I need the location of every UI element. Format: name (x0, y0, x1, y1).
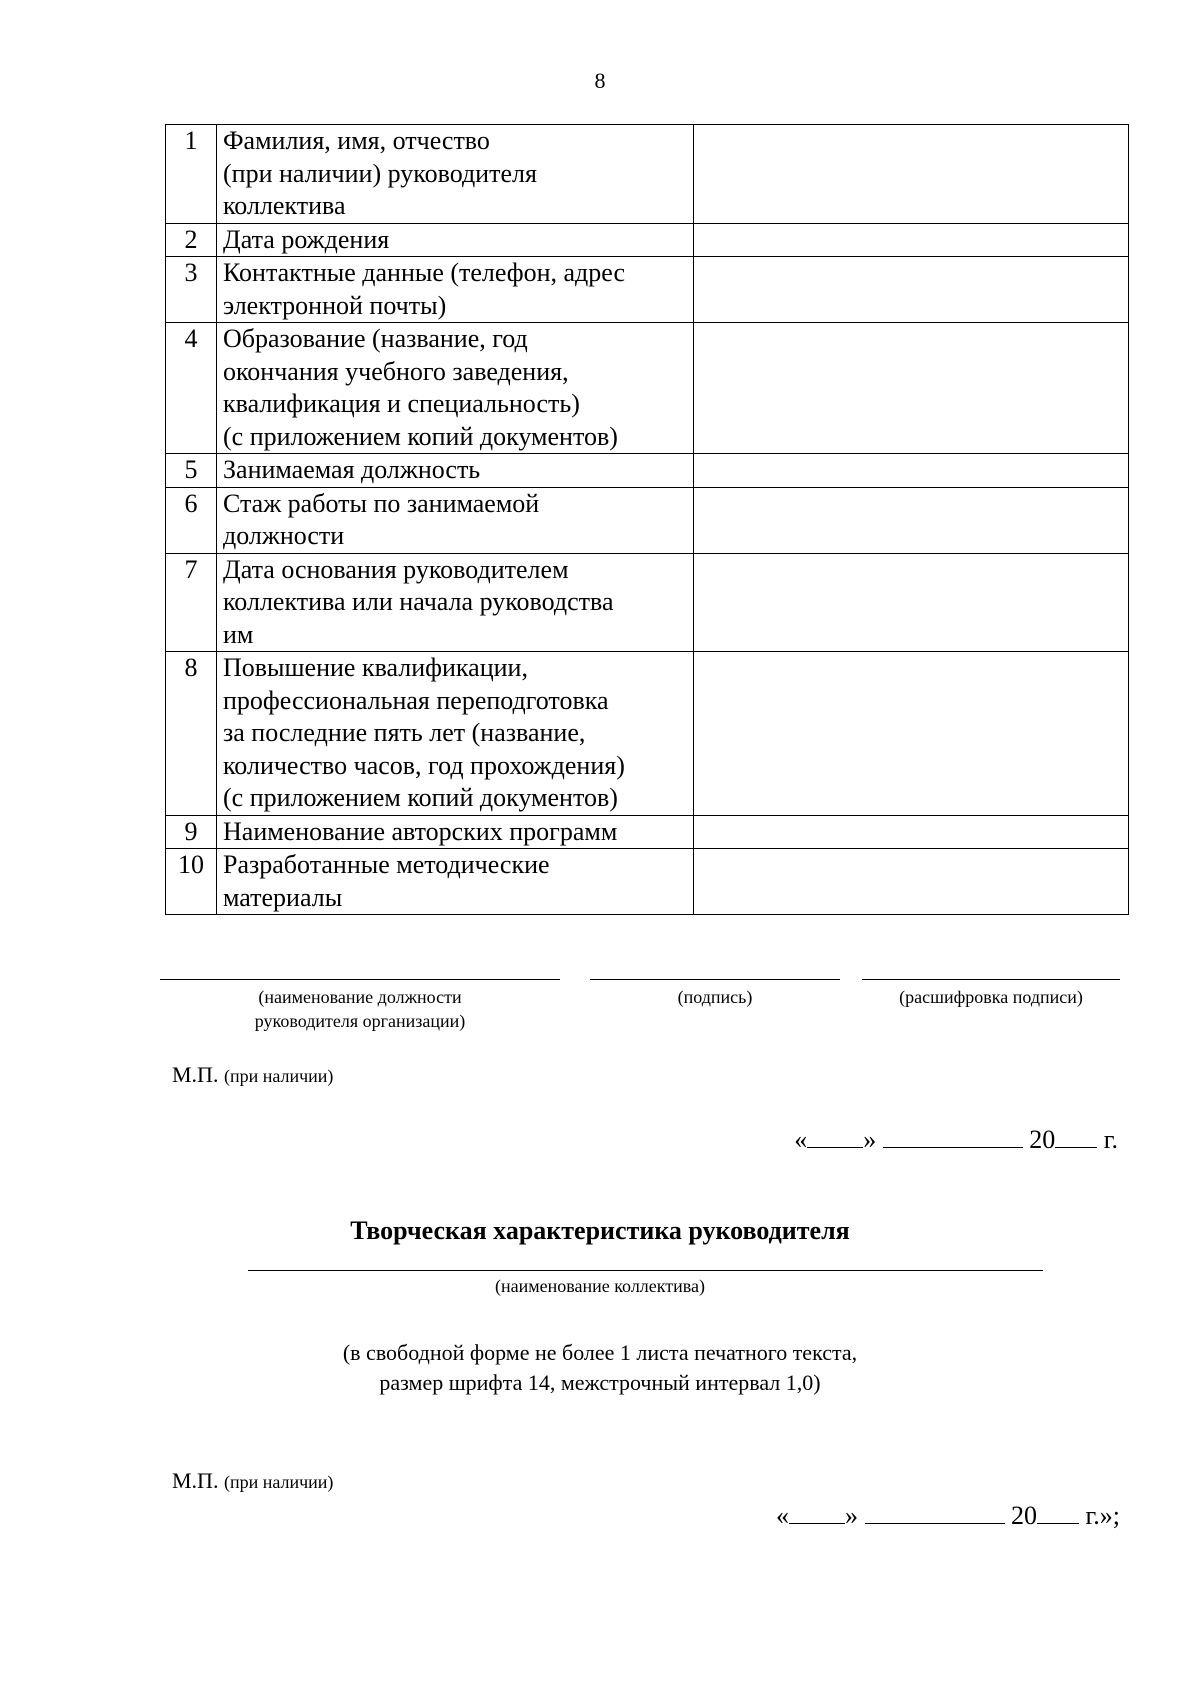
row-value-field[interactable] (694, 454, 1129, 488)
stamp-label: М.П. (172, 1468, 219, 1493)
year-prefix: 20 (1029, 1125, 1056, 1154)
row-label (217, 323, 694, 454)
signature-caption: (подпись) (677, 987, 753, 1007)
row-label-line: за последние пять лет (название, (223, 718, 586, 747)
row-value-field[interactable] (694, 652, 1129, 816)
position-caption (160, 985, 560, 1033)
stamp-note: (при наличии) (223, 1472, 334, 1492)
instructions-line-1: (в свободной форме не более 1 листа печатного текста, (342, 1340, 858, 1365)
row-value-field[interactable] (694, 223, 1129, 257)
position-caption-line-2: руководителя организации) (254, 1011, 466, 1031)
row-number: 4 (166, 323, 217, 454)
quote-open: « (776, 1501, 790, 1530)
row-number: 3 (166, 257, 217, 323)
row-label (217, 125, 694, 224)
row-label (217, 652, 694, 816)
row-number: 8 (166, 652, 217, 816)
leader-info-table (165, 124, 1129, 915)
table-row (166, 323, 1129, 454)
instructions (0, 1338, 1200, 1398)
position-signature-line (160, 979, 560, 980)
row-label-line: количество часов, год прохождения) (223, 750, 625, 780)
row-label-line: коллектива (223, 191, 346, 220)
row-value-field[interactable] (694, 849, 1129, 915)
row-number: 2 (166, 223, 217, 257)
stamp-placeholder-1 (172, 1062, 333, 1089)
stamp-placeholder-2 (172, 1468, 333, 1495)
row-label-line: Наименование авторских программ (223, 816, 618, 846)
row-label (217, 223, 694, 257)
table-row (166, 454, 1129, 488)
decode-signature-line (862, 979, 1120, 980)
table-row (166, 849, 1129, 915)
row-label (217, 454, 694, 488)
month-blank (865, 1501, 1005, 1524)
instructions-line-2: размер шрифта 14, межстрочный интервал 1,0) (379, 1370, 821, 1395)
row-number: 7 (166, 553, 217, 652)
row-label-line: Фамилия, имя, отчество (223, 126, 490, 155)
table-row (166, 815, 1129, 849)
year-suffix: г. (1103, 1125, 1118, 1154)
row-value-field[interactable] (694, 553, 1129, 652)
row-number: 1 (166, 125, 217, 224)
row-value-field[interactable] (694, 487, 1129, 553)
table-row (166, 487, 1129, 553)
row-number: 6 (166, 487, 217, 553)
row-label-line: должности (223, 521, 345, 550)
quote-close: » (863, 1125, 877, 1154)
row-label-line: Образование (название, год (223, 324, 528, 353)
row-label-line: квалификация и специальность) (223, 389, 580, 418)
row-label-line: коллектива или начала руководства (223, 587, 614, 616)
row-label-line: (при наличии) руководителя (223, 158, 537, 188)
row-label (217, 553, 694, 652)
collective-name-line (248, 1270, 1043, 1271)
row-value-field[interactable] (694, 323, 1129, 454)
row-label (217, 487, 694, 553)
signature-line (590, 979, 840, 980)
row-label-line: профессиональная переподготовка (223, 685, 609, 715)
row-value-field[interactable] (694, 125, 1129, 224)
row-label (217, 257, 694, 323)
table-row (166, 652, 1129, 816)
year-prefix: 20 (1011, 1501, 1038, 1530)
row-number: 10 (166, 849, 217, 915)
row-label-line: Стаж работы по занимаемой (223, 488, 540, 518)
date-field-1 (794, 1125, 1118, 1155)
row-label-line: (с приложением копий документов) (223, 783, 618, 812)
table-row (166, 223, 1129, 257)
row-label-line: им (223, 619, 254, 649)
quote-open: « (794, 1125, 808, 1154)
year-suffix: г.»; (1085, 1501, 1120, 1530)
year-blank (1055, 1125, 1097, 1148)
row-label-line: окончания учебного заведения, (223, 356, 569, 386)
day-blank (807, 1125, 863, 1148)
row-label-line: Дата основания руководителем (223, 554, 569, 584)
table-row (166, 125, 1129, 224)
row-number: 5 (166, 454, 217, 488)
section-title: Творческая характеристика руководителя (350, 1216, 850, 1245)
row-value-field[interactable] (694, 257, 1129, 323)
row-label-line: Повышение квалификации, (223, 653, 528, 682)
row-value-field[interactable] (694, 815, 1129, 849)
position-caption-line-1: (наименование должности (258, 987, 462, 1007)
year-blank (1037, 1501, 1079, 1524)
row-label-line: Дата рождения (223, 224, 390, 254)
row-label-line: электронной почты) (223, 290, 447, 320)
row-label-line: материалы (223, 882, 343, 912)
row-label-line: Контактные данные (телефон, адрес (223, 258, 626, 287)
row-label-line: Разработанные методические (223, 850, 550, 879)
day-blank (789, 1501, 845, 1524)
page-number: 8 (594, 68, 606, 93)
row-label (217, 815, 694, 849)
month-blank (883, 1125, 1023, 1148)
row-number: 9 (166, 815, 217, 849)
row-label-line: (с приложением копий документов) (223, 421, 618, 451)
decode-caption: (расшифровка подписи) (899, 987, 1083, 1007)
row-label-line: Занимаемая должность (223, 455, 481, 484)
table-row (166, 257, 1129, 323)
quote-close: » (845, 1501, 859, 1530)
date-field-2 (776, 1501, 1120, 1531)
table-row (166, 553, 1129, 652)
stamp-label: М.П. (172, 1062, 219, 1087)
collective-caption: (наименование коллектива) (494, 1276, 706, 1296)
stamp-note: (при наличии) (223, 1066, 334, 1086)
row-label (217, 849, 694, 915)
